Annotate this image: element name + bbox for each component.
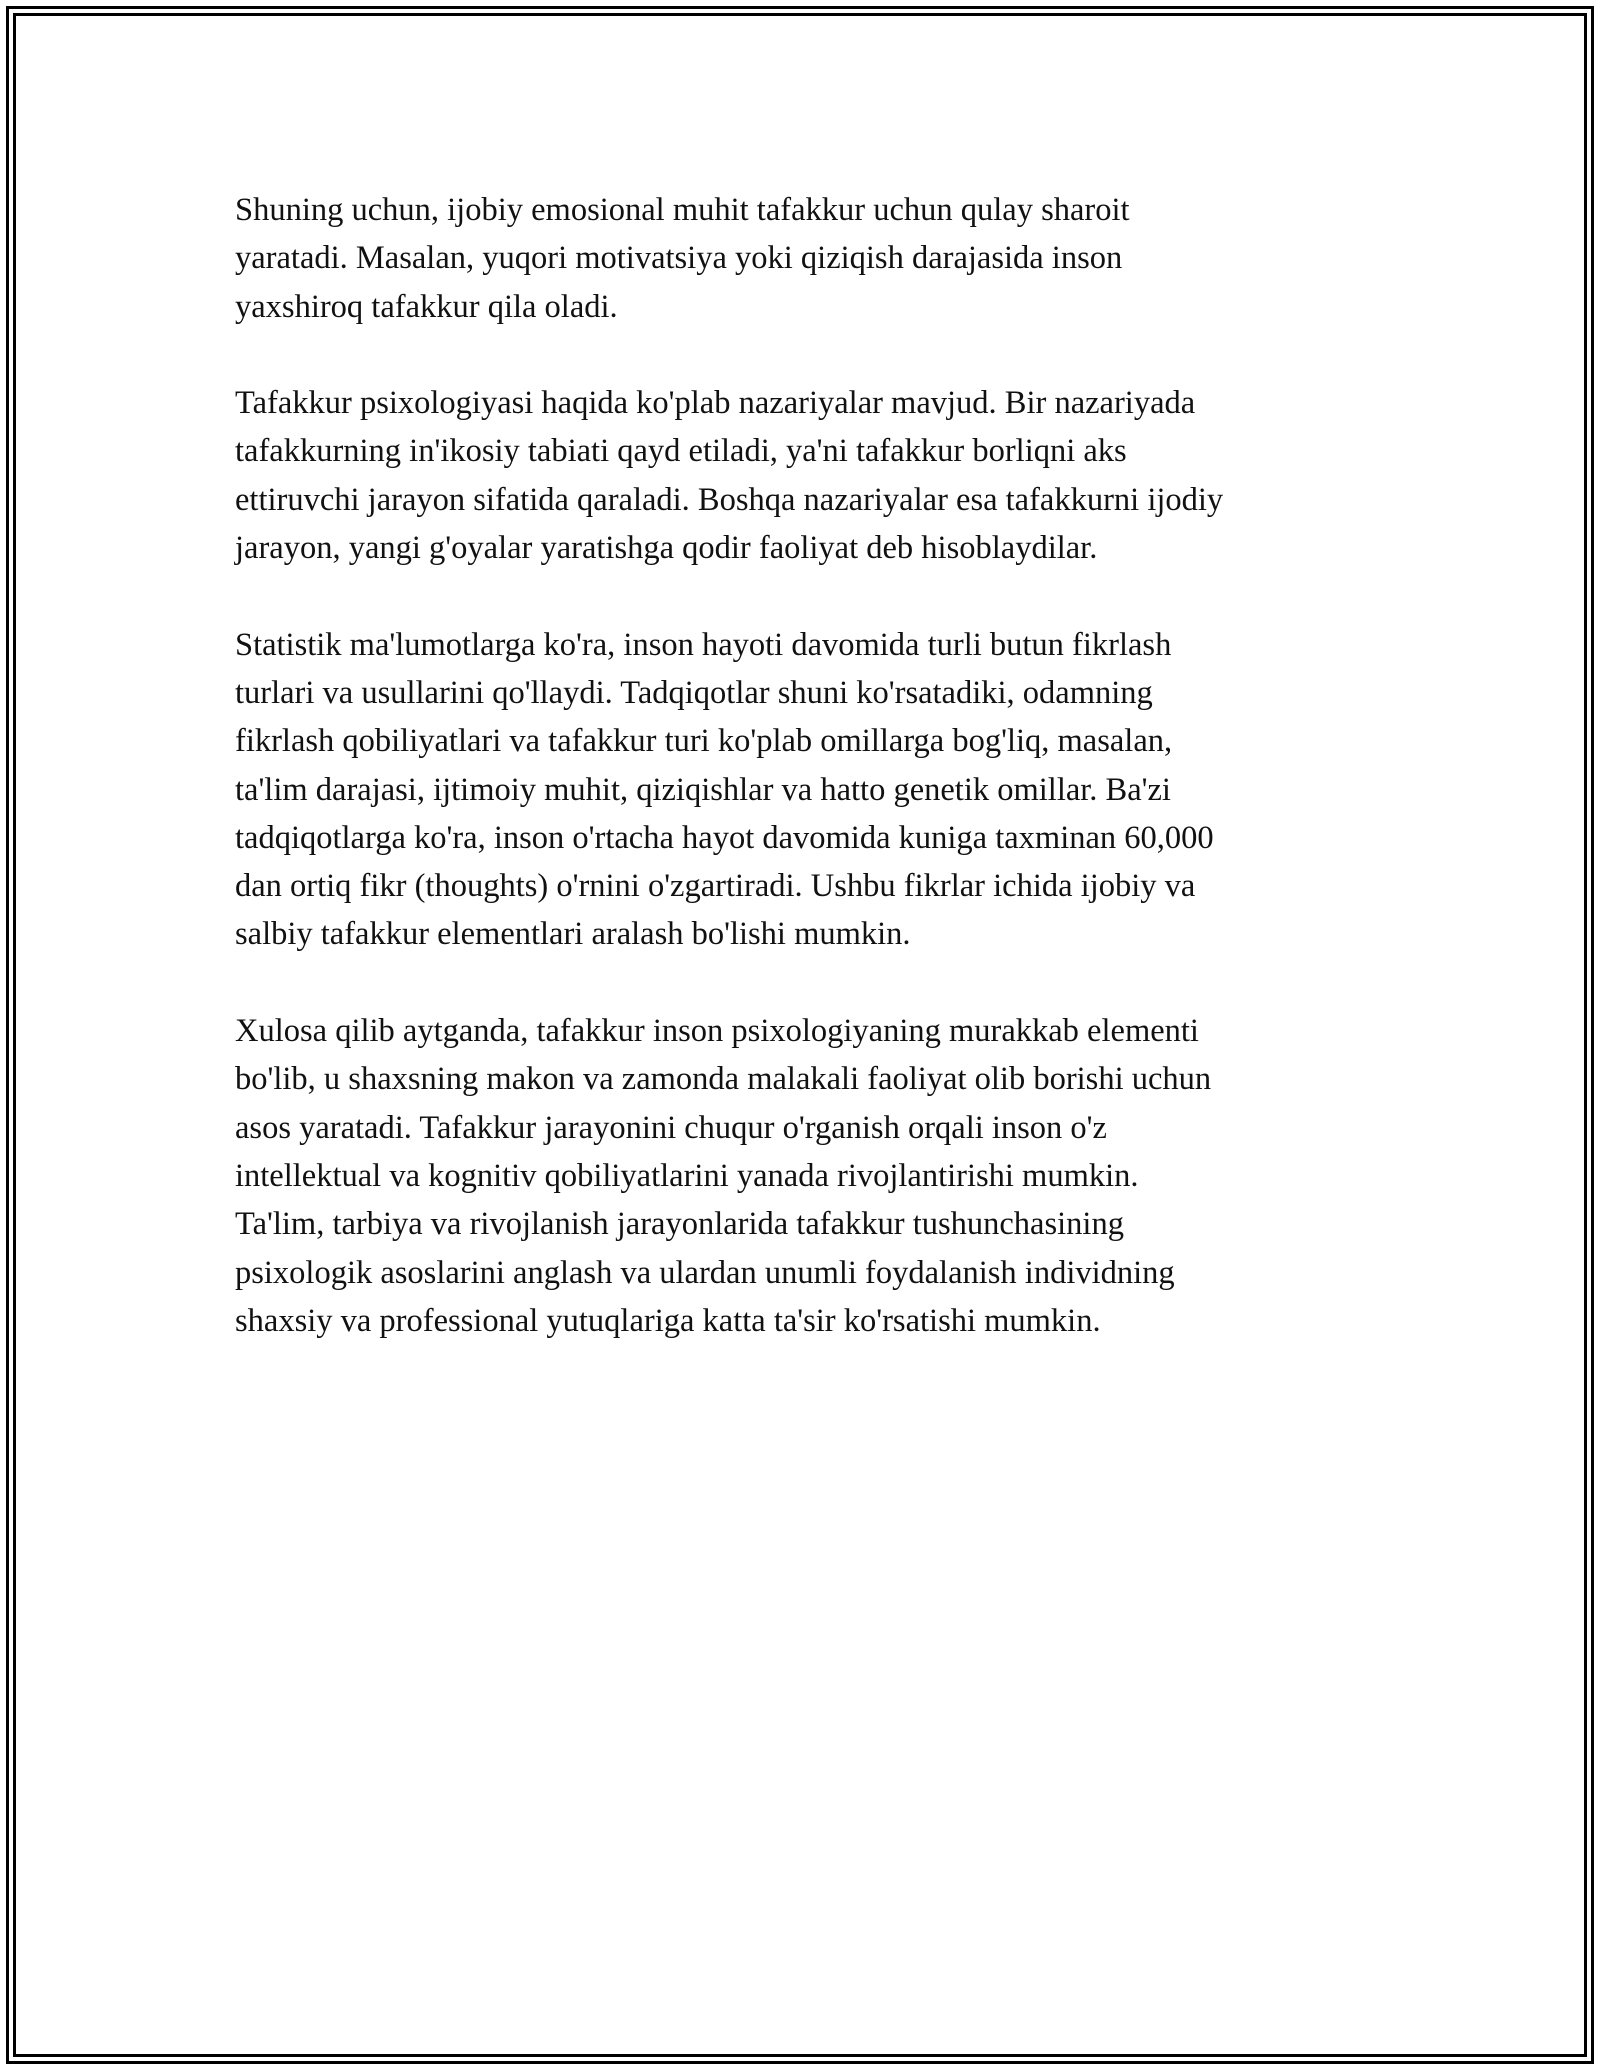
paragraph-theories [235,379,1365,572]
text-line: Shuning uchun, ijobiy emosional muhit tafakkur uchun qulay sharoit [235,192,1130,228]
text-line: dan ortiq fikr (thoughts) o'rnini o'zgartiradi. Ushbu fikrlar ichida ijobiy va [235,868,1196,905]
paragraph-emotional-environment [235,186,1365,331]
paragraph-conclusion [235,1007,1365,1345]
text-line: shaxsiy va professional yutuqlariga katta ta'sir ko'rsatishi mumkin. [235,1302,1101,1339]
text-line: asos yaratadi. Tafakkur jarayonini chuqur o'rganish orqali inson o'z [235,1109,1107,1146]
text-line: yaratadi. Masalan, yuqori motivatsiya yoki qiziqish darajasida inson [235,240,1123,277]
text-line: yaxshiroq tafakkur qila oladi. [235,288,618,325]
text-line: Xulosa qilib aytganda, tafakkur inson psixologiyaning murakkab elementi [235,1013,1199,1050]
text-line: intellektual va kognitiv qobiliyatlarini yanada rivojlantirishi mumkin. [235,1157,1139,1194]
text-line: Ta'lim, tarbiya va rivojlanish jarayonlarida tafakkur tushunchasining [235,1206,1124,1243]
text-line: tadqiqotlarga ko'ra, inson o'rtacha hayot davomida kuniga taxminan 60,000 [235,819,1214,856]
text-line: Statistik ma'lumotlarga ko'ra, inson hayoti davomida turli butun fikrlash [235,626,1172,663]
text-line: psixologik asoslarini anglash va ulardan unumli foydalanish individning [235,1254,1175,1291]
text-line: bo'lib, u shaxsning makon va zamonda malakali faoliyat olib borishi uchun [235,1061,1212,1098]
text-line: salbiy tafakkur elementlari aralash bo'lishi mumkin. [235,916,911,953]
text-line: turlari va usullarini qo'llaydi. Tadqiqotlar shuni ko'rsatadiki, odamning [235,674,1153,711]
text-line: fikrlash qobiliyatlari va tafakkur turi ko'plab omillarga bog'liq, masalan, [235,723,1173,760]
text-line: Tafakkur psixologiyasi haqida ko'plab nazariyalar mavjud. Bir nazariyada [235,385,1196,422]
document-body [235,186,1365,1393]
text-line: ta'lim darajasi, ijtimoiy muhit, qiziqishlar va hatto genetik omillar. Ba'zi [235,771,1171,808]
text-line: tafakkurning in'ikosiy tabiati qayd etiladi, ya'ni tafakkur borliqni aks [235,433,1127,470]
text-line: ettiruvchi jarayon sifatida qaraladi. Boshqa nazariyalar esa tafakkurni ijodiy [235,481,1224,518]
paragraph-statistics [235,621,1365,959]
text-line: jarayon, yangi g'oyalar yaratishga qodir faoliyat deb hisoblaydilar. [235,530,1098,567]
